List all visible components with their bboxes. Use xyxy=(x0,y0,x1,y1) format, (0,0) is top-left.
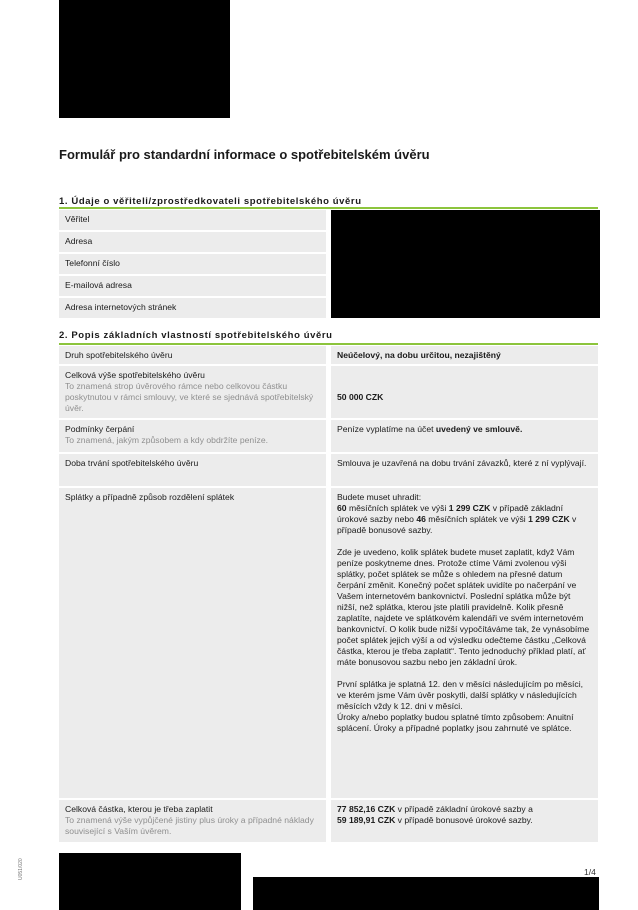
installments-explanation: Zde je uvedeno, kolik splátek budete muset zaplatit, když Vám peníze poskytneme dnes. Protože ctíme Vámi zvolenou výši splátky, počet splátek se může s ohledem na přesné datum čerpání změnit. Konečný počet splátek uvidíte po načerpání ve Vašem internetovém bankovnictví. Poslední splátka může být nižší, než splátka, kterou jste platili pravidelně. Kolik přesně zaplatíte, najdete ve splátkovém kalendáři ve svém internetovém bankovnictví. O kolik bude nižší vypočítáváme tak, že vynásobíme počet splátek jejich výší a od výsledku odečteme částku „Celková částka, kterou je třeba zaplatit“. Tento jednoduchý příklad platí, ať máte bonusovou sazbu nebo jen základní úrok. xyxy=(337,547,590,667)
total-amount-label: Celková částka, kterou je třeba zaplatit xyxy=(65,804,213,814)
drawdown-value-bold: uvedený ve smlouvě. xyxy=(435,424,523,434)
first-installment-info: První splátka je splatná 12. den v měsíci následujícím po měsíci, ve kterém jsme Vám úvěr poskytli, další splátky v následujících měsících vždy k 12. dni v měsíci. xyxy=(337,679,583,711)
interest-payment-info: Úroky a/nebo poplatky budou splatné tímto způsobem: Anuitní splácení. Úroky a případné poplatky jsou zahrnuté ve splátce. xyxy=(337,712,574,733)
total-amount-basic-value: 77 852,16 CZK xyxy=(337,804,396,814)
credit-amount-value: 50 000 CZK xyxy=(337,392,384,402)
installments-value-cell xyxy=(331,488,598,798)
installments-label: Splátky a případně způsob rozdělení splátek xyxy=(59,488,326,798)
credit-type-value xyxy=(331,346,598,364)
total-amount-basic xyxy=(337,804,592,815)
duration-label: Doba trvání spotřebitelského úvěru xyxy=(59,454,326,486)
redacted-footer-right xyxy=(253,877,599,910)
total-amount-label-cell xyxy=(59,800,326,842)
redacted-logo xyxy=(59,0,230,118)
total-amount-bonus xyxy=(337,815,592,826)
drawdown-note: To znamená, jakým způsobem a kdy obdržíte peníze. xyxy=(65,435,269,445)
credit-amount-label-cell xyxy=(59,366,326,418)
installments-intro: Budete muset uhradit: xyxy=(337,492,422,502)
redacted-creditor-details xyxy=(331,210,600,318)
installments-text-2: v případě základní úrokové sazby nebo xyxy=(337,503,563,524)
section-2-rule xyxy=(59,343,598,345)
section-1-heading: 1. Údaje o věřiteli/zprostředkovateli spotřebitelského úvěru xyxy=(59,196,362,207)
drawdown-label: Podmínky čerpání xyxy=(65,424,135,434)
installments-summary xyxy=(337,503,592,536)
total-amount-bonus-text: v případě bonusové úrokové sazby. xyxy=(395,815,533,825)
credit-amount-note: To znamená strop úvěrového rámce nebo celkovou částku poskytnutou v rámci smlouvy, ve které se sjednává spotřebitelský úvěr. xyxy=(65,381,314,413)
installment-amount-bonus: 1 299 CZK xyxy=(528,514,570,524)
document-code: U051/020 xyxy=(18,858,24,880)
address-row: Adresa xyxy=(59,232,326,252)
installments-count-basic: 60 xyxy=(337,503,347,513)
phone-row: Telefonní číslo xyxy=(59,254,326,274)
total-amount-note: To znamená výše vypůjčené jistiny plus úroky a případné náklady související s Vaším úvěrem. xyxy=(65,815,314,836)
installments-count-bonus: 46 xyxy=(416,514,426,524)
page-title: Formulář pro standardní informace o spotřebitelském úvěru xyxy=(59,147,430,162)
section-1-rule xyxy=(59,207,598,209)
section-2-heading: 2. Popis základních vlastností spotřebitelského úvěru xyxy=(59,330,333,341)
drawdown-label-cell xyxy=(59,420,326,452)
credit-type-text: Neúčelový, na dobu určitou, nezajištěný xyxy=(337,350,501,360)
installment-amount-basic: 1 299 CZK xyxy=(448,503,491,513)
creditor-row: Věřitel xyxy=(59,210,326,230)
installments-text-3: měsíčních splátek ve výši xyxy=(425,514,529,524)
page-number: 1/4 xyxy=(584,867,596,877)
credit-amount-label: Celková výše spotřebitelského úvěru xyxy=(65,370,205,380)
drawdown-value-text: Peníze vyplatíme na účet xyxy=(337,424,436,434)
total-amount-basic-text: v případě základní úrokové sazby a xyxy=(395,804,533,814)
website-row: Adresa internetových stránek xyxy=(59,298,326,318)
drawdown-value-cell xyxy=(331,420,598,452)
duration-value: Smlouva je uzavřená na dobu trvání závazků, které z ní vyplývají. xyxy=(331,454,598,486)
total-amount-value-cell xyxy=(331,800,598,842)
credit-type-label: Druh spotřebitelského úvěru xyxy=(59,346,326,364)
total-amount-bonus-value: 59 189,91 CZK xyxy=(337,815,396,825)
email-row: E-mailová adresa xyxy=(59,276,326,296)
credit-amount-value-cell xyxy=(331,366,598,418)
installments-text-1: měsíčních splátek ve výši xyxy=(346,503,449,513)
installments-text-4: v případě bonusové sazby. xyxy=(337,514,577,535)
redacted-footer-left xyxy=(59,853,241,910)
